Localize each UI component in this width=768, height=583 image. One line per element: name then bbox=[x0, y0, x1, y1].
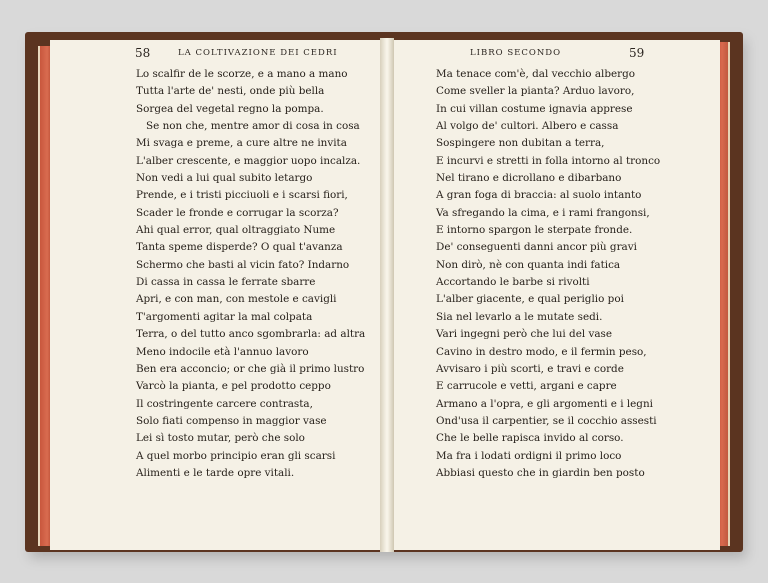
verse-line: Ond'usa il carpentier, se il cocchio assesti bbox=[436, 414, 657, 427]
verse-line: Ben era acconcio; or che già il primo lustro bbox=[136, 362, 365, 375]
verse-line: Come sveller la pianta? Arduo lavoro, bbox=[436, 85, 635, 98]
verse-line: Apri, e con man, con mestole e cavigli bbox=[136, 293, 337, 306]
verse-line: Prende, e i tristi picciuoli e i scarsi fiori, bbox=[136, 189, 348, 202]
verse-line: Tutta l'arte de' nesti, onde più bella bbox=[136, 85, 325, 98]
verse-line: Sorgea del vegetal regno la pompa. bbox=[136, 102, 324, 115]
left-verse-lines bbox=[136, 66, 365, 482]
verse-line: Vari ingegni però che lui del vase bbox=[436, 328, 613, 341]
verse-line: Che le belle rapisca invido al corso. bbox=[436, 432, 624, 445]
right-verse-lines bbox=[436, 66, 660, 482]
verse-line: Solo fiati compenso in maggior vase bbox=[136, 414, 327, 427]
book-gutter bbox=[380, 38, 394, 552]
verse-line: A gran foga di braccia: al suolo intanto bbox=[436, 189, 642, 202]
verse-line: Accortando le barbe si rivolti bbox=[436, 276, 590, 289]
left-page-number: 58 bbox=[135, 46, 151, 60]
verse-line: Lei sì tosto mutar, però che solo bbox=[136, 432, 305, 445]
verse-line: Avvisaro i più scorti, e travi e corde bbox=[436, 362, 624, 375]
verse-line: Ahi qual error, qual oltraggiato Nume bbox=[136, 224, 336, 237]
verse-line: A quel morbo principio eran gli scarsi bbox=[136, 449, 336, 462]
verse-line: Al volgo de' cultori. Albero e cassa bbox=[436, 120, 619, 133]
verse-line: E carrucole e vetti, argani e capre bbox=[436, 380, 617, 393]
verse-line: Sia nel levarlo a le mutate sedi. bbox=[436, 310, 603, 323]
right-running-head: LIBRO SECONDO bbox=[470, 48, 562, 58]
verse-line: Scader le fronde e corrugar la scorza? bbox=[136, 206, 339, 219]
verse-line: L'alber giacente, e qual periglio poi bbox=[436, 293, 624, 306]
verse-line: Ma tenace com'è, dal vecchio albergo bbox=[436, 68, 636, 80]
verse-line: Va sfregando la cima, e i rami frangonsi, bbox=[436, 206, 650, 219]
verse-line: Non vedi a lui qual subito letargo bbox=[136, 172, 313, 185]
verse-line: T'argomenti agitar la mal colpata bbox=[136, 310, 313, 323]
left-running-head: LA COLTIVAZIONE DEI CEDRI bbox=[178, 48, 338, 58]
verse-line: Sospingere non dubitan a terra, bbox=[436, 137, 605, 150]
verse-line: E incurvi e stretti in folla intorno al tronco bbox=[436, 154, 661, 167]
right-page-number: 59 bbox=[629, 46, 645, 60]
verse-line: L'alber crescente, e maggior uopo incalza. bbox=[136, 154, 361, 167]
verse-line: Schermo che basti al vicin fato? Indarno bbox=[136, 258, 350, 271]
verse-line: Alimenti e le tarde opre vitali. bbox=[136, 466, 295, 479]
verse-line: Di cassa in cassa le ferrate sbarre bbox=[136, 276, 316, 289]
verse-line: Terra, o del tutto anco sgombrarla: ad altra bbox=[136, 328, 366, 341]
verse-line: Lo scalfir de le scorze, e a mano a mano bbox=[136, 68, 348, 80]
verse-line: Armano a l'opra, e gli argomenti e i legni bbox=[436, 397, 653, 410]
verse-line: Nel tirano e dicrollano e dibarbano bbox=[436, 172, 622, 185]
verse-line: In cui villan costume ignavia apprese bbox=[436, 102, 633, 115]
verse-line: Se non che, mentre amor di cosa in cosa bbox=[146, 120, 360, 133]
verse-line: E intorno spargon le sterpate fronde. bbox=[436, 224, 633, 237]
verse-line: Abbiasi questo che in giardin ben posto bbox=[436, 466, 645, 479]
verse-line: Meno indocile età l'annuo lavoro bbox=[136, 345, 309, 358]
verse-line: Non dirò, nè con quanta indi fatica bbox=[436, 258, 621, 271]
verse-line: De' conseguenti danni ancor più gravi bbox=[436, 241, 637, 254]
verse-line: Ma fra i lodati ordigni il primo loco bbox=[436, 449, 622, 462]
verse-line: Mi svaga e preme, a cure altre ne invita bbox=[136, 137, 347, 150]
verse-line: Tanta speme disperde? O qual t'avanza bbox=[136, 241, 343, 254]
verse-line: Varcò la pianta, e pel prodotto ceppo bbox=[136, 380, 331, 393]
verse-line: Cavino in destro modo, e il fermin peso, bbox=[436, 345, 647, 358]
verse-line: Il costringente carcere contrasta, bbox=[136, 397, 313, 410]
